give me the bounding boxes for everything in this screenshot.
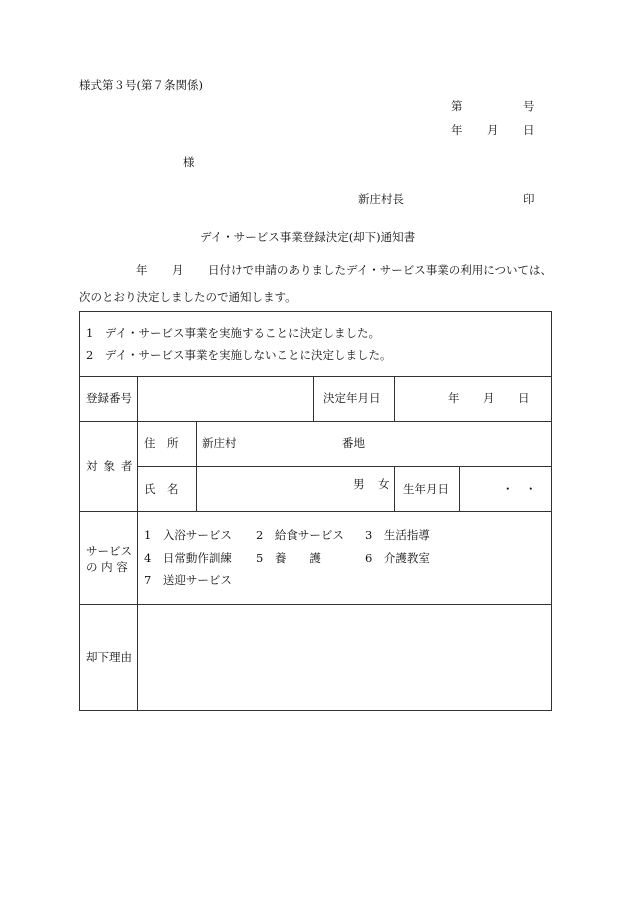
service-label-line1: サービス [86, 544, 132, 558]
service-item: 5 養 護 [256, 551, 321, 565]
service-item: 4 日常動作訓練 [144, 551, 232, 565]
address-label: 住 所 [144, 436, 179, 450]
column-divider [394, 376, 395, 421]
number-dai: 第 [451, 99, 463, 113]
document-title: デイ・サービス事業登録決定(却下)通知書 [200, 230, 416, 244]
subject-label: 対象者 [86, 459, 139, 473]
decision-date-month: 月 [483, 391, 495, 405]
column-divider [196, 421, 197, 511]
form-number: 様式第３号(第７条関係) [79, 78, 203, 92]
number-go: 号 [523, 99, 535, 113]
address-banchi: 番地 [342, 436, 365, 450]
registration-number-label: 登録番号 [86, 391, 132, 405]
issue-date-month: 月 [487, 123, 499, 137]
body-line1: 日付けで申請のありましたデイ・サービス事業の利用については、 [208, 263, 552, 277]
decision-date-year: 年 [448, 391, 460, 405]
issue-date-year: 年 [451, 123, 463, 137]
service-item: 1 入浴サービス [144, 528, 232, 542]
decision-approve: 1 デイ・サービス事業を実施することに決定しました。 [86, 326, 381, 340]
service-label-line2: の 内 容 [86, 560, 128, 574]
decision-date-label: 決定年月日 [323, 391, 381, 405]
address-village: 新庄村 [202, 436, 237, 450]
decision-date-day: 日 [518, 391, 530, 405]
name-label: 氏 名 [144, 482, 179, 496]
body-year: 年 [136, 263, 148, 277]
birthdate-label: 生年月日 [403, 482, 449, 496]
service-item: 2 給食サービス [256, 528, 344, 542]
row-divider [80, 376, 551, 377]
column-divider [459, 466, 460, 511]
issuer-name: 新庄村長 [358, 192, 404, 206]
body-line2: 次のとおり決定しましたので通知します。 [79, 290, 297, 304]
row-divider [80, 604, 551, 605]
body-month: 月 [172, 263, 184, 277]
label-column-divider [137, 376, 138, 710]
service-item: 6 介護教室 [365, 551, 430, 565]
service-item: 3 生活指導 [365, 528, 430, 542]
row-divider [80, 511, 551, 512]
row-divider [80, 421, 551, 422]
rejection-reason-label: 却下理由 [86, 650, 132, 664]
birthdate-dots: ・ ・ [502, 482, 537, 496]
row-divider [137, 466, 551, 467]
decision-reject: 2 デイ・サービス事業を実施しないことに決定しました。 [86, 348, 392, 362]
service-item: 7 送迎サービス [144, 573, 232, 587]
seal-mark: 印 [523, 192, 535, 206]
column-divider [313, 376, 314, 421]
sex-male: 男 [353, 477, 365, 491]
issue-date-day: 日 [523, 123, 535, 137]
addressee-sama: 様 [183, 155, 195, 169]
sex-female: 女 [378, 477, 390, 491]
form-table [79, 311, 552, 711]
column-divider [394, 466, 395, 511]
